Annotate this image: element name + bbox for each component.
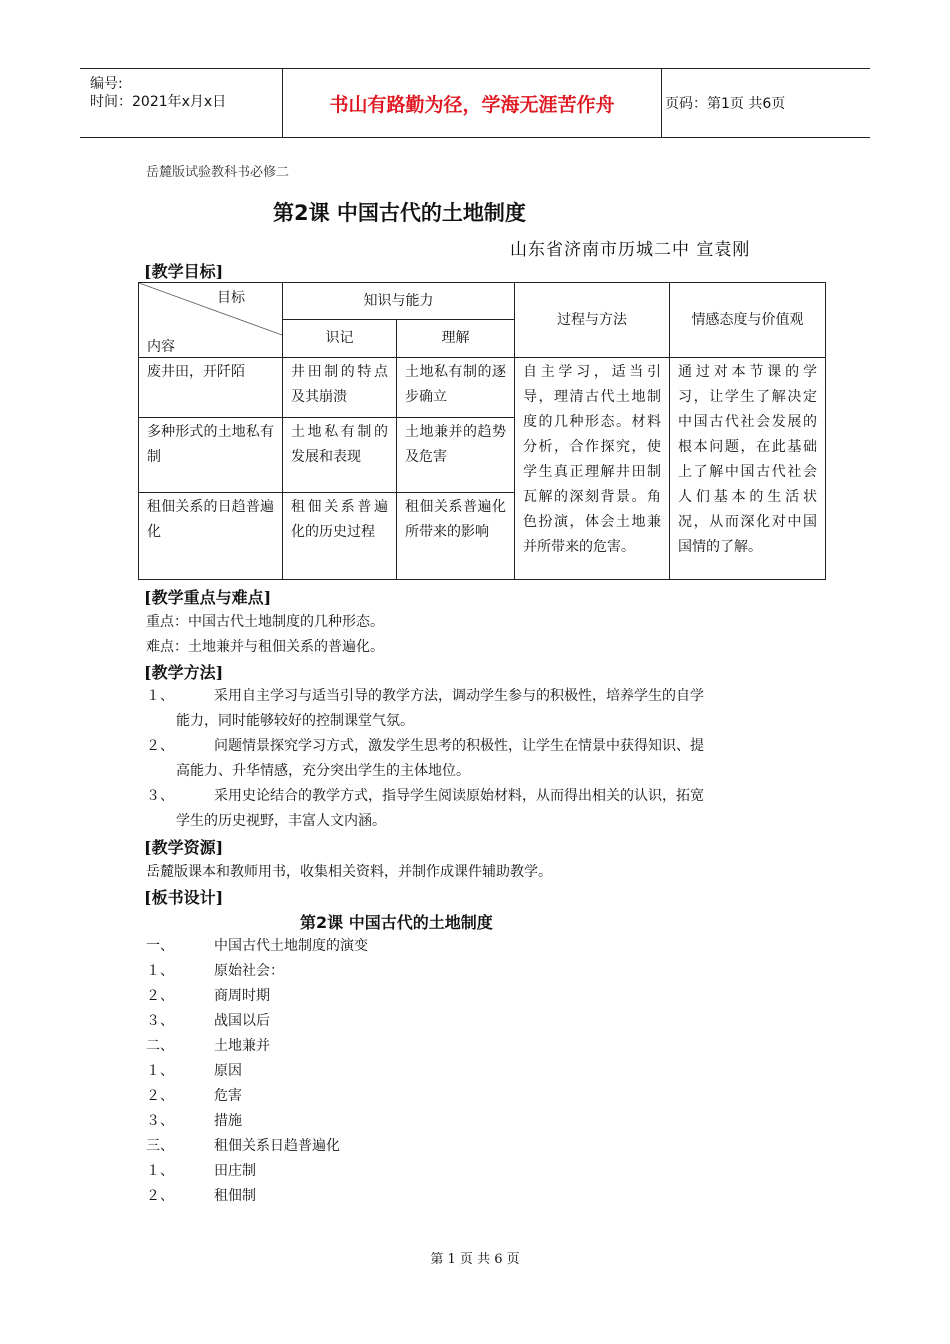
method-line: 高能力、升华情感，充分突出学生的主体地位。 — [176, 763, 470, 779]
method-number: ３、 — [146, 788, 174, 804]
outline-number: ３、 — [146, 1013, 174, 1029]
page-footer: 第 1 页 共 6 页 — [430, 1252, 520, 1267]
method-item — [146, 734, 816, 784]
outline-text: 土地兼并 — [214, 1038, 270, 1054]
outline-number: 一、 — [146, 938, 174, 954]
corner-target-label: 目标 — [217, 290, 245, 306]
outline-number: ３、 — [146, 1113, 174, 1129]
outline-text: 租佃制 — [214, 1188, 256, 1204]
outline-line — [146, 1034, 646, 1059]
outline-line — [146, 984, 646, 1009]
header-knowledge: 知识与能力 — [283, 283, 515, 320]
outline-line — [146, 1009, 646, 1034]
table-corner-cell — [139, 283, 283, 358]
outline-text: 商周时期 — [214, 988, 270, 1004]
lesson-title: 第2课 中国古代的土地制度 — [273, 201, 526, 225]
outline-text: 措施 — [214, 1113, 242, 1129]
outline-line — [146, 1059, 646, 1084]
keypoints-heading: [教学重点与难点] — [144, 588, 272, 607]
methods-heading: [教学方法] — [144, 663, 224, 682]
outline-text: 危害 — [214, 1088, 242, 1104]
outline-text: 原始社会： — [214, 963, 284, 979]
outline-line — [146, 1184, 646, 1209]
outline-text: 田庄制 — [214, 1163, 256, 1179]
outline-number: １、 — [146, 1063, 174, 1079]
corner-content-label: 内容 — [147, 339, 175, 355]
outline-line — [146, 1159, 646, 1184]
resources-heading: [教学资源] — [144, 838, 224, 857]
resources-text: 岳麓版课本和教师用书，收集相关资料，并制作成课件辅助教学。 — [146, 864, 552, 880]
objectives-heading: [教学目标] — [144, 262, 224, 281]
method-line: 问题情景探究学习方式，激发学生思考的积极性，让学生在情景中获得知识、提 — [214, 738, 704, 754]
objectives-table — [138, 282, 826, 580]
outline-text: 租佃关系日趋普遍化 — [214, 1138, 340, 1154]
outline-text: 原因 — [214, 1063, 242, 1079]
row-content: 废井田，开阡陌 — [139, 358, 283, 418]
row-understand: 土地私有制的逐步确立 — [397, 358, 515, 418]
method-line: 能力，同时能够较好的控制课堂气氛。 — [176, 713, 414, 729]
outline-line — [146, 959, 646, 984]
textbook-label: 岳麓版试验教科书必修二 — [146, 165, 290, 180]
outline-number: 三、 — [146, 1138, 174, 1154]
method-item — [146, 684, 816, 734]
outline-line — [146, 1084, 646, 1109]
row-recall: 土地私有制的发展和表现 — [283, 418, 397, 493]
outline-text: 中国古代土地制度的演变 — [214, 938, 368, 954]
document-time-label: 时间：2021年x月x日 — [90, 94, 227, 110]
header-page-label: 页码：第1页 共6页 — [665, 96, 786, 112]
author-line: 山东省济南市历城二中 宣袁刚 — [510, 240, 751, 260]
outline-number: ２、 — [146, 1188, 174, 1204]
method-item — [146, 784, 816, 834]
outline-line — [146, 1134, 646, 1159]
method-line: 学生的历史视野，丰富人文内涵。 — [176, 813, 386, 829]
outline-line — [146, 1109, 646, 1134]
outline-number: ２、 — [146, 1088, 174, 1104]
board-title: 第2课 中国古代的土地制度 — [300, 913, 493, 932]
page-header — [80, 68, 870, 138]
header-attitude: 情感态度与价值观 — [670, 283, 826, 358]
header-motto: 书山有路勤为径，学海无涯苦作舟 — [282, 69, 662, 137]
row-content: 租佃关系的日趋普遍化 — [139, 493, 283, 580]
method-line: 采用史论结合的教学方式，指导学生阅读原始材料，从而得出相关的认识，拓宽 — [214, 788, 704, 804]
document-number-label: 编号: — [90, 76, 123, 92]
header-info-cell — [80, 69, 282, 137]
row-content: 多种形式的土地私有制 — [139, 418, 283, 493]
difficulty-text: 难点：土地兼并与租佃关系的普遍化。 — [146, 639, 384, 655]
row-recall: 租佃关系普遍化的历史过程 — [283, 493, 397, 580]
header-process: 过程与方法 — [515, 283, 670, 358]
focus-text: 重点：中国古代土地制度的几种形态。 — [146, 614, 384, 630]
outline-number: １、 — [146, 963, 174, 979]
outline-line — [146, 934, 646, 959]
header-understand: 理解 — [397, 320, 515, 358]
board-heading: [板书设计] — [144, 888, 224, 907]
process-cell: 自主学习，适当引导，理清古代土地制度的几种形态。材料分析，合作探究，使学生真正理解井田制瓦解的深刻背景。角色扮演，体会土地兼并所带来的危害。 — [515, 358, 670, 580]
row-recall: 井田制的特点及其崩溃 — [283, 358, 397, 418]
method-line: 采用自主学习与适当引导的教学方法，调动学生参与的积极性，培养学生的自学 — [214, 688, 704, 704]
attitude-cell: 通过对本节课的学习，让学生了解决定中国古代社会发展的根本问题，在此基础上了解中国古代社会人们基本的生活状况，从而深化对中国国情的了解。 — [670, 358, 826, 580]
method-number: ２、 — [146, 738, 174, 754]
outline-text: 战国以后 — [214, 1013, 270, 1029]
header-recall: 识记 — [283, 320, 397, 358]
method-number: １、 — [146, 688, 174, 704]
outline-number: １、 — [146, 1163, 174, 1179]
outline-number: ２、 — [146, 988, 174, 1004]
outline-number: 二、 — [146, 1038, 174, 1054]
row-understand: 租佃关系普遍化所带来的影响 — [397, 493, 515, 580]
row-understand: 土地兼并的趋势及危害 — [397, 418, 515, 493]
